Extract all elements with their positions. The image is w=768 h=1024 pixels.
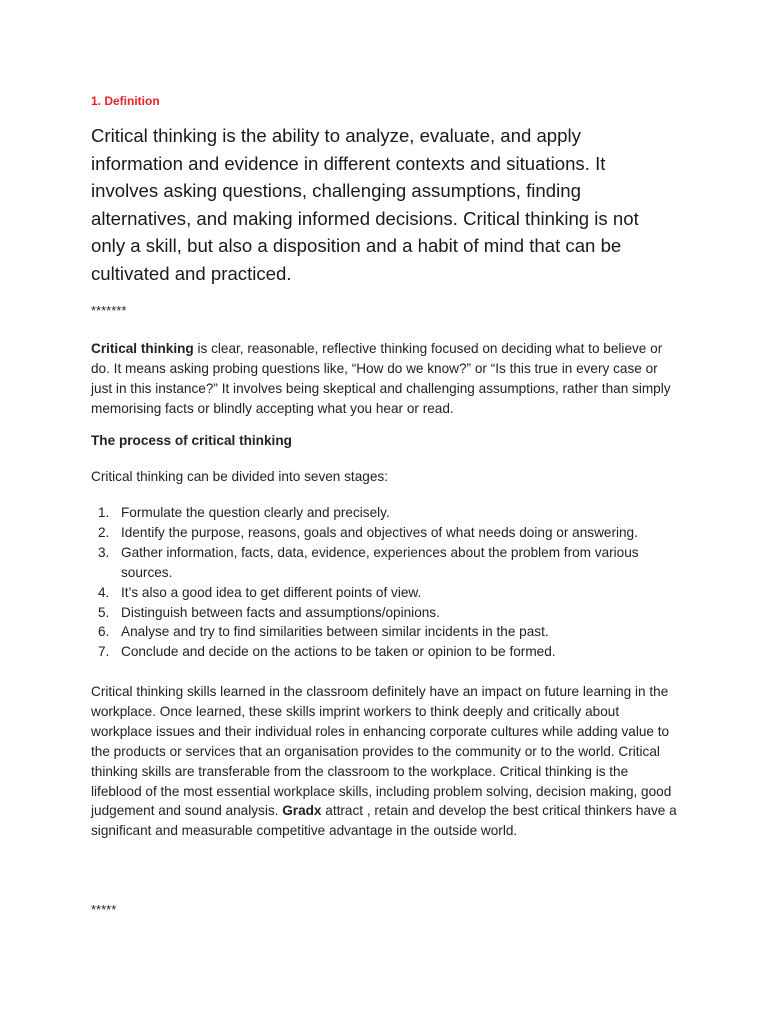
list-item-number: 1. (98, 505, 110, 520)
list-item-text: Conclude and decide on the actions to be taken or opinion to be formed. (121, 644, 556, 660)
section-heading: 1. Definition (91, 94, 160, 108)
workplace-bold-term: Gradx (282, 803, 322, 819)
workplace-paragraph (91, 682, 681, 841)
list-item-text: Formulate the question clearly and precisely. (121, 505, 390, 520)
list-item-number: 5. (98, 604, 110, 620)
list-item (91, 503, 651, 523)
stages-list (91, 503, 651, 662)
list-item-number: 7. (98, 644, 110, 660)
process-heading: The process of critical thinking (91, 433, 292, 448)
list-item-number: 2. (98, 524, 110, 540)
list-item-number: 6. (98, 624, 110, 640)
list-item-text: Distinguish between facts and assumptions/opinions. (121, 604, 440, 620)
list-item (91, 622, 651, 642)
process-intro: Critical thinking can be divided into seven stages: (91, 469, 388, 484)
list-item (91, 603, 651, 623)
workplace-text-before: Critical thinking skills learned in the classroom definitely have an impact on future learning in the workplace. Once learned, these skills imprint workers to think deeply and critically about workplace issues and their individual roles in enhancing corporate cultures while adding value to the products or services that an organisation provides to the community or to the world. Critical thinking skills are transferable from the classroom to the workplace. Critical thinking is the lifeblood of the most essential workplace skills, including problem solving, decision making, good judgement and sound analysis. (91, 684, 672, 819)
workplace-text-after: attract , retain and develop the best critical thinkers have a significant and measurable competitive advantage in the outside world. (91, 803, 677, 839)
list-item-number: 3. (98, 544, 110, 560)
list-item-text: Gather information, facts, data, evidence, experiences about the problem from various sources. (121, 544, 639, 580)
definition-paragraph (91, 339, 681, 419)
list-item (91, 583, 651, 603)
lead-paragraph: Critical thinking is the ability to analyze, evaluate, and apply information and evidence in different contexts and situations. It involves asking questions, challenging assumptions, finding alternatives, and making informed decisions. Critical thinking is not only a skill, but also a disposition and a habit of mind that can be cultivated and practiced. (91, 125, 639, 284)
list-item-text: Identify the purpose, reasons, goals and objectives of what needs doing or answering. (121, 524, 638, 540)
list-item-text: It’s also a good idea to get different points of view. (121, 584, 422, 600)
separator-stars-end: ***** (91, 902, 117, 917)
definition-bold-term: Critical thinking (91, 341, 194, 356)
list-item (91, 523, 651, 543)
list-item (91, 543, 651, 583)
definition-text: is clear, reasonable, reflective thinking focused on deciding what to believe or do. It means asking probing questions like, “How do we know?” or “Is this true in every case or just in this instance?” It involves being skeptical and challenging assumptions, rather than simply memorising facts or blindly accepting what you hear or read. (91, 341, 671, 416)
list-item-number: 4. (98, 584, 110, 600)
list-item (91, 642, 651, 662)
separator-stars: ******* (91, 303, 127, 318)
list-item-text: Analyse and try to find similarities between similar incidents in the past. (121, 624, 549, 640)
